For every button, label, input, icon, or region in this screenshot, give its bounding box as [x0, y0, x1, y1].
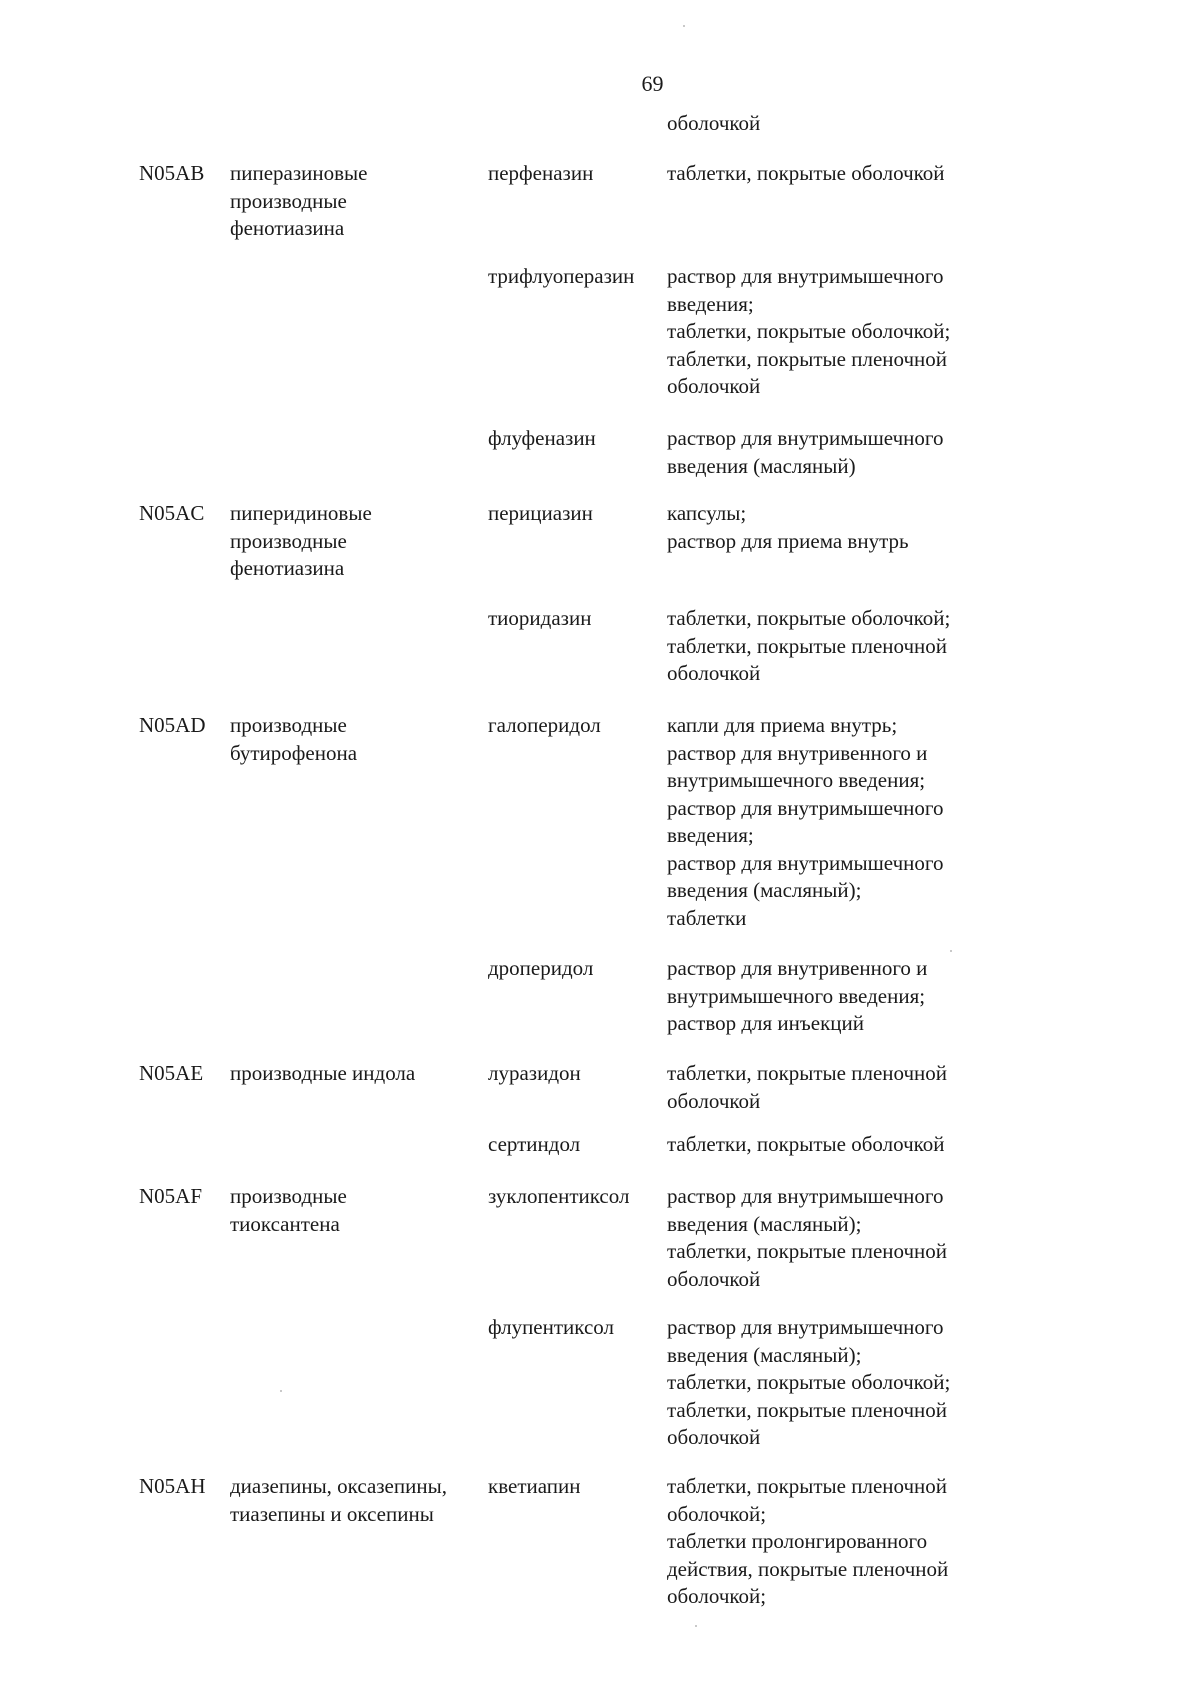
atc-group-name: пиперидиновые производные фенотиазина	[230, 501, 372, 580]
atc-code: N05AD	[139, 713, 206, 737]
atc-group-name: производные тиоксантена	[230, 1184, 347, 1236]
dosage-forms: капли для приема внутрь; раствор для внутривенного и внутримышечного введения; раствор для внутримышечного введения; раствор для внутримышечного введения (масляный); таблетки	[667, 713, 944, 930]
dosage-forms: таблетки, покрытые оболочкой	[667, 1132, 945, 1156]
dosage-forms: таблетки, покрытые оболочкой; таблетки, покрытые пленочной оболочкой	[667, 606, 951, 685]
scan-speck	[950, 950, 952, 952]
dosage-forms: раствор для внутримышечного введения (масляный); таблетки, покрытые оболочкой; таблетки, покрытые пленочной оболочкой	[667, 1315, 951, 1449]
atc-code: N05AB	[139, 161, 205, 185]
drug-name: тиоридазин	[488, 606, 592, 630]
drug-name: флупентиксол	[488, 1315, 614, 1339]
continuation-form-text: оболочкой	[667, 111, 761, 135]
drug-name: трифлуоперазин	[488, 264, 635, 288]
dosage-forms: раствор для внутривенного и внутримышечного введения; раствор для инъекций	[667, 956, 928, 1035]
dosage-forms: таблетки, покрытые пленочной оболочкой	[667, 1061, 948, 1113]
atc-group-name: производные индола	[230, 1061, 416, 1085]
atc-group-name: диазепины, оксазепины, тиазепины и оксепины	[230, 1474, 447, 1526]
atc-code: N05AF	[139, 1184, 203, 1208]
drug-name: луразидон	[488, 1061, 581, 1085]
atc-group-name: производные бутирофенона	[230, 713, 358, 765]
drug-name: перициазин	[488, 501, 593, 525]
drug-name: дроперидол	[488, 956, 594, 980]
drug-name: зуклопентиксол	[488, 1184, 630, 1208]
drug-name: перфеназин	[488, 161, 594, 185]
atc-code: N05AE	[139, 1061, 204, 1085]
dosage-forms: капсулы; раствор для приема внутрь	[667, 501, 909, 553]
dosage-forms: раствор для внутримышечного введения (масляный); таблетки, покрытые пленочной оболочкой	[667, 1184, 948, 1291]
dosage-forms: раствор для внутримышечного введения (масляный)	[667, 426, 944, 478]
page-number: 69	[641, 71, 664, 96]
drug-name: сертиндол	[488, 1132, 581, 1156]
drug-name: кветиапин	[488, 1474, 581, 1498]
scan-speck	[683, 25, 685, 27]
atc-group-name: пиперазиновые производные фенотиазина	[230, 161, 368, 240]
drug-name: флуфеназин	[488, 426, 596, 450]
dosage-forms: раствор для внутримышечного введения; таблетки, покрытые оболочкой; таблетки, покрытые пленочной оболочкой	[667, 264, 951, 398]
scan-speck	[280, 1390, 282, 1392]
dosage-forms: таблетки, покрытые оболочкой	[667, 161, 945, 185]
dosage-forms: таблетки, покрытые пленочной оболочкой; таблетки пролонгированного действия, покрытые пленочной оболочкой;	[667, 1474, 949, 1608]
atc-code: N05AC	[139, 501, 205, 525]
scan-speck	[695, 1625, 697, 1627]
drug-name: галоперидол	[488, 713, 601, 737]
atc-code: N05AH	[139, 1474, 206, 1498]
